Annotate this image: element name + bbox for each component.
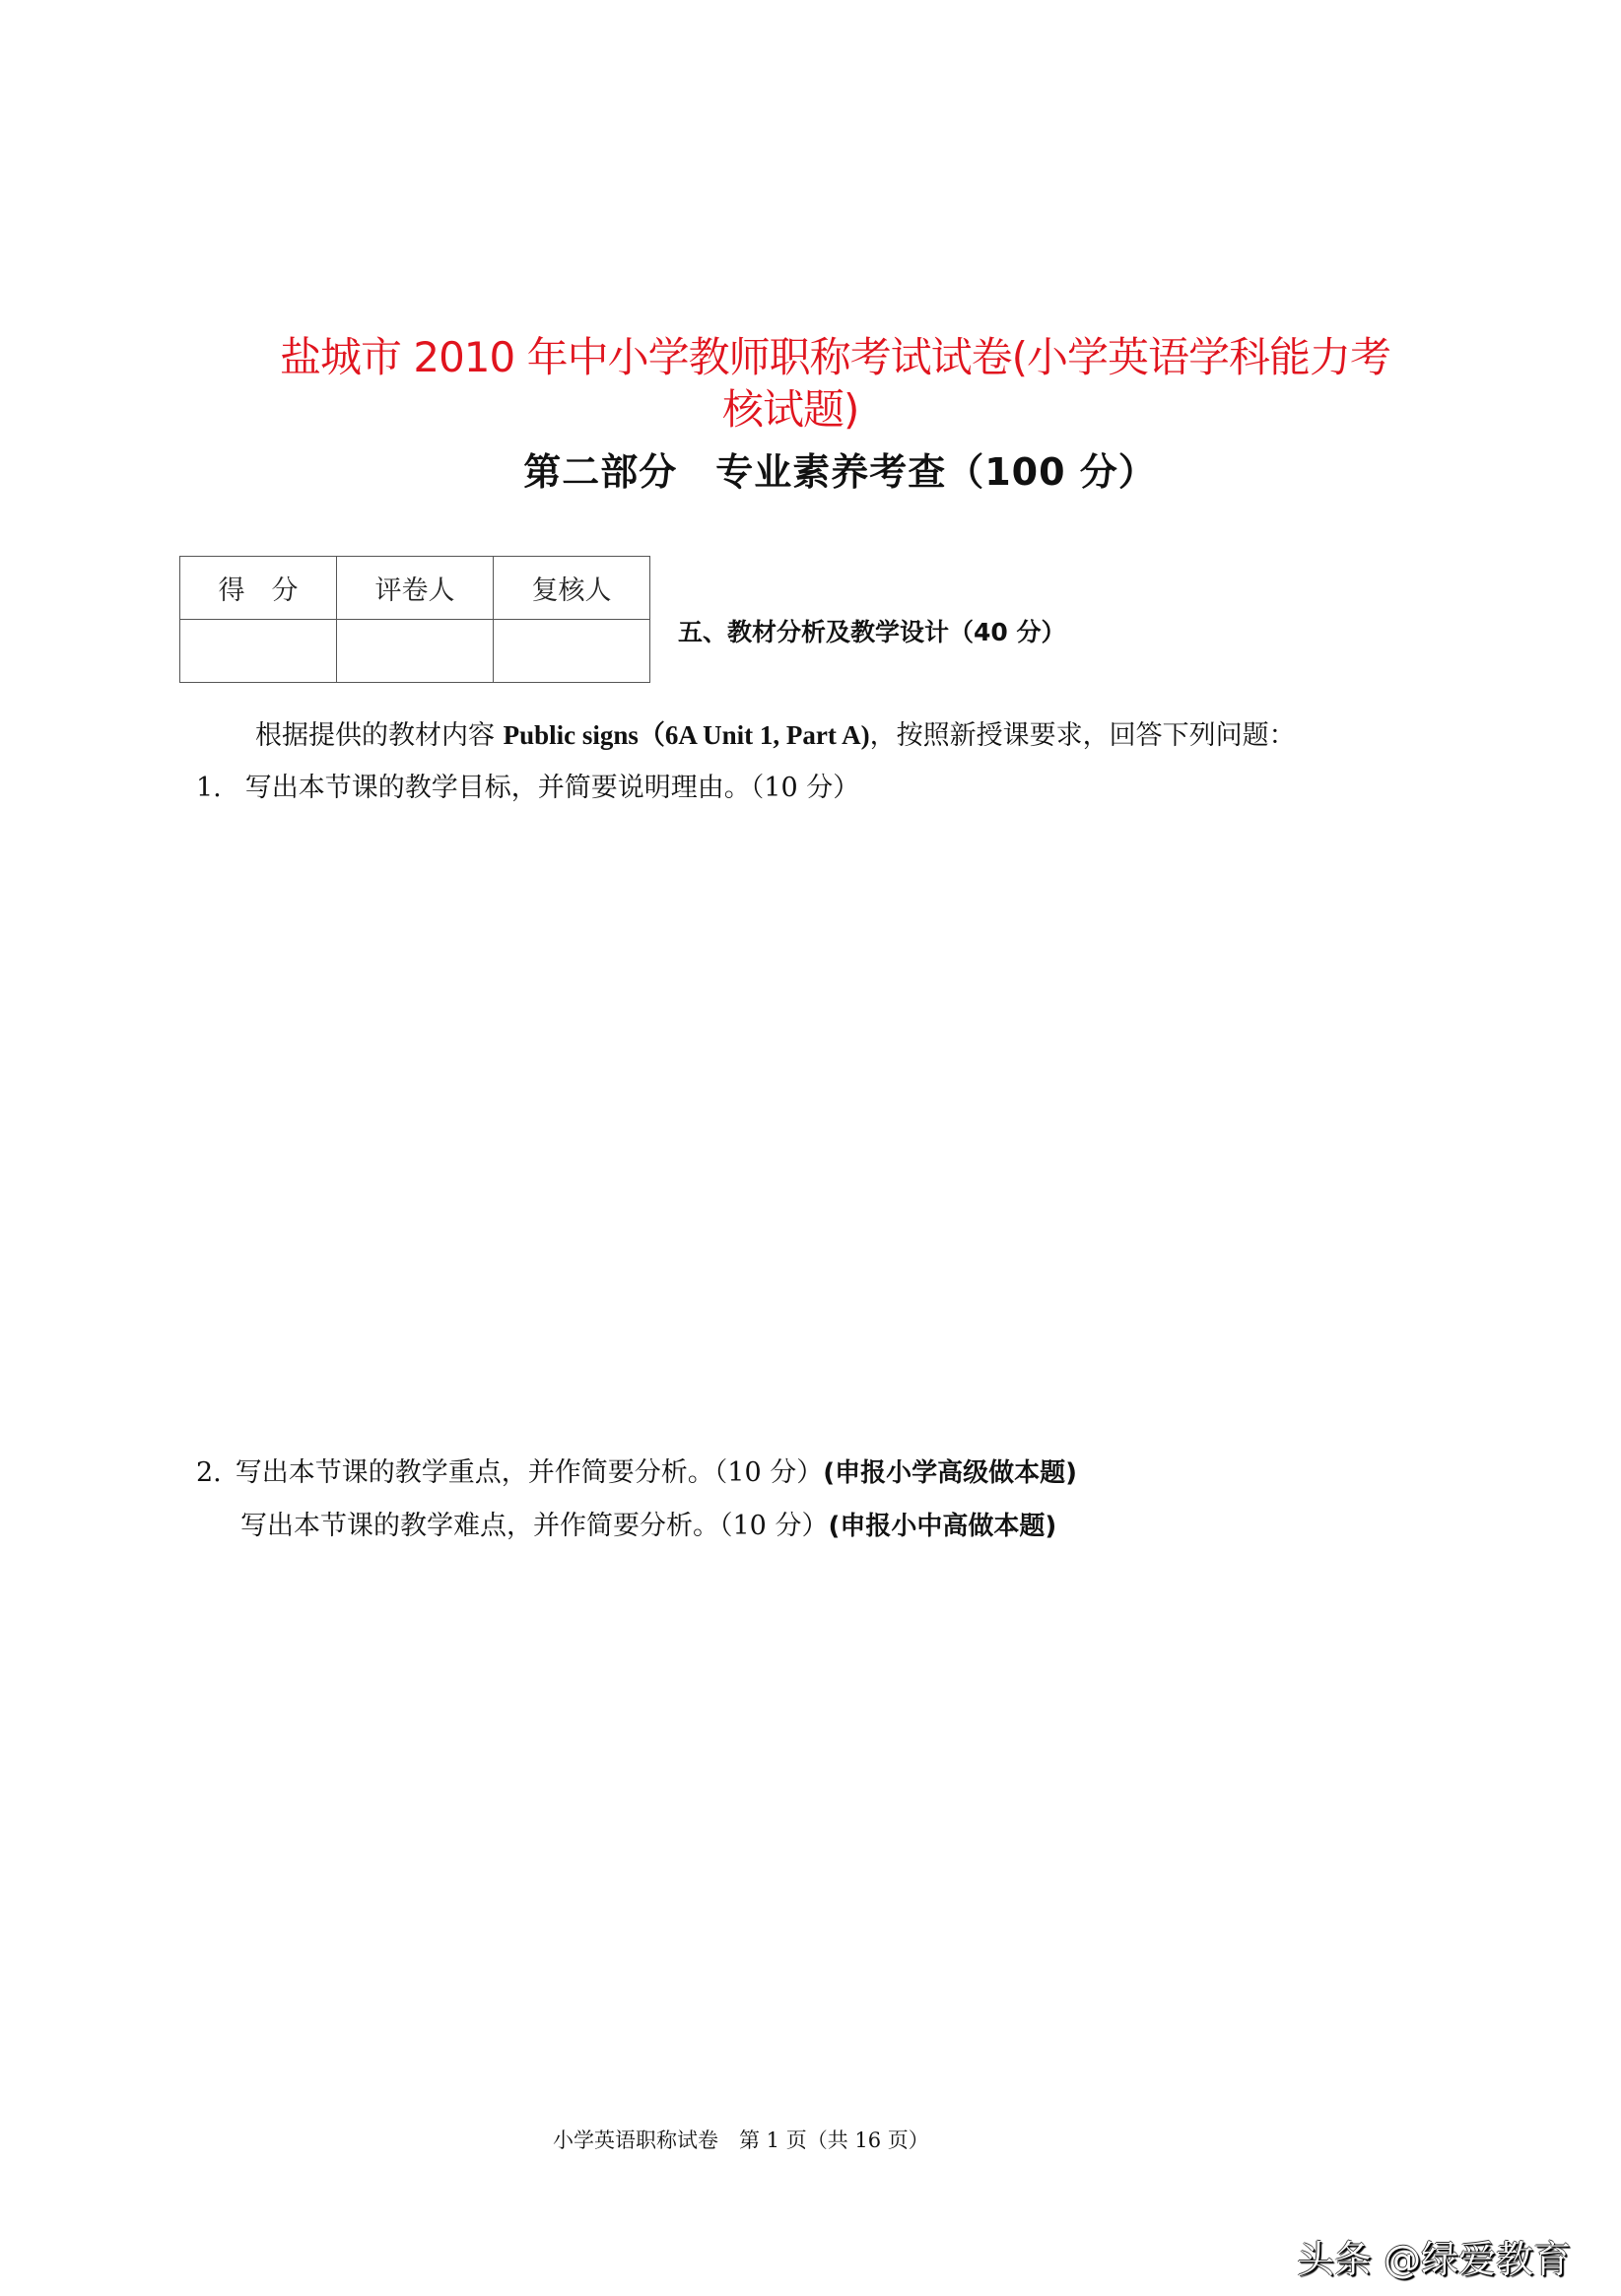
intro-pre: 根据提供的教材内容	[255, 720, 504, 751]
score-cell	[180, 620, 337, 683]
question-text: 写出本节课的教学目标，并简要说明理由。（10 分）	[244, 773, 860, 803]
question-number: 1.	[196, 773, 222, 803]
question-2b	[240, 1509, 1056, 1544]
document-title-line1: 盐城市 2010 年中小学教师职称考试试卷(小学英语学科能力考	[280, 333, 1390, 381]
grader-cell	[337, 620, 494, 683]
question-2	[196, 1455, 1077, 1491]
section-heading: 五、教材分析及教学设计（40 分）	[678, 618, 1066, 646]
intro-bold: Public signs（6A Unit 1, Part A)	[503, 720, 870, 750]
question-text: 写出本节课的教学难点，并作简要分析。（10 分）	[240, 1511, 829, 1541]
reviewer-cell	[494, 620, 650, 683]
watermark: 头条 @绿爱教育	[1297, 2238, 1572, 2281]
question-note: (申报小学高级做本题)	[823, 1458, 1077, 1488]
question-number: 2.	[196, 1457, 222, 1488]
page-footer: 小学英语职称试卷 第 1 页（共 16 页）	[553, 2128, 929, 2152]
question-text: 写出本节课的教学重点，并作简要分析。（10 分）	[235, 1457, 824, 1488]
document-title-line2: 核试题)	[722, 385, 859, 434]
question-1	[196, 771, 859, 806]
score-table	[179, 556, 650, 683]
question-note: (申报小中高做本题)	[828, 1512, 1057, 1541]
part-subtitle: 第二部分 专业素养考查（100 分）	[523, 450, 1157, 494]
intro-text	[255, 717, 1296, 754]
reviewer-header: 复核人	[494, 557, 650, 620]
score-header: 得 分	[180, 557, 337, 620]
grader-header: 评卷人	[337, 557, 494, 620]
intro-post: ，按照新授课要求，回答下列问题：	[869, 720, 1296, 751]
